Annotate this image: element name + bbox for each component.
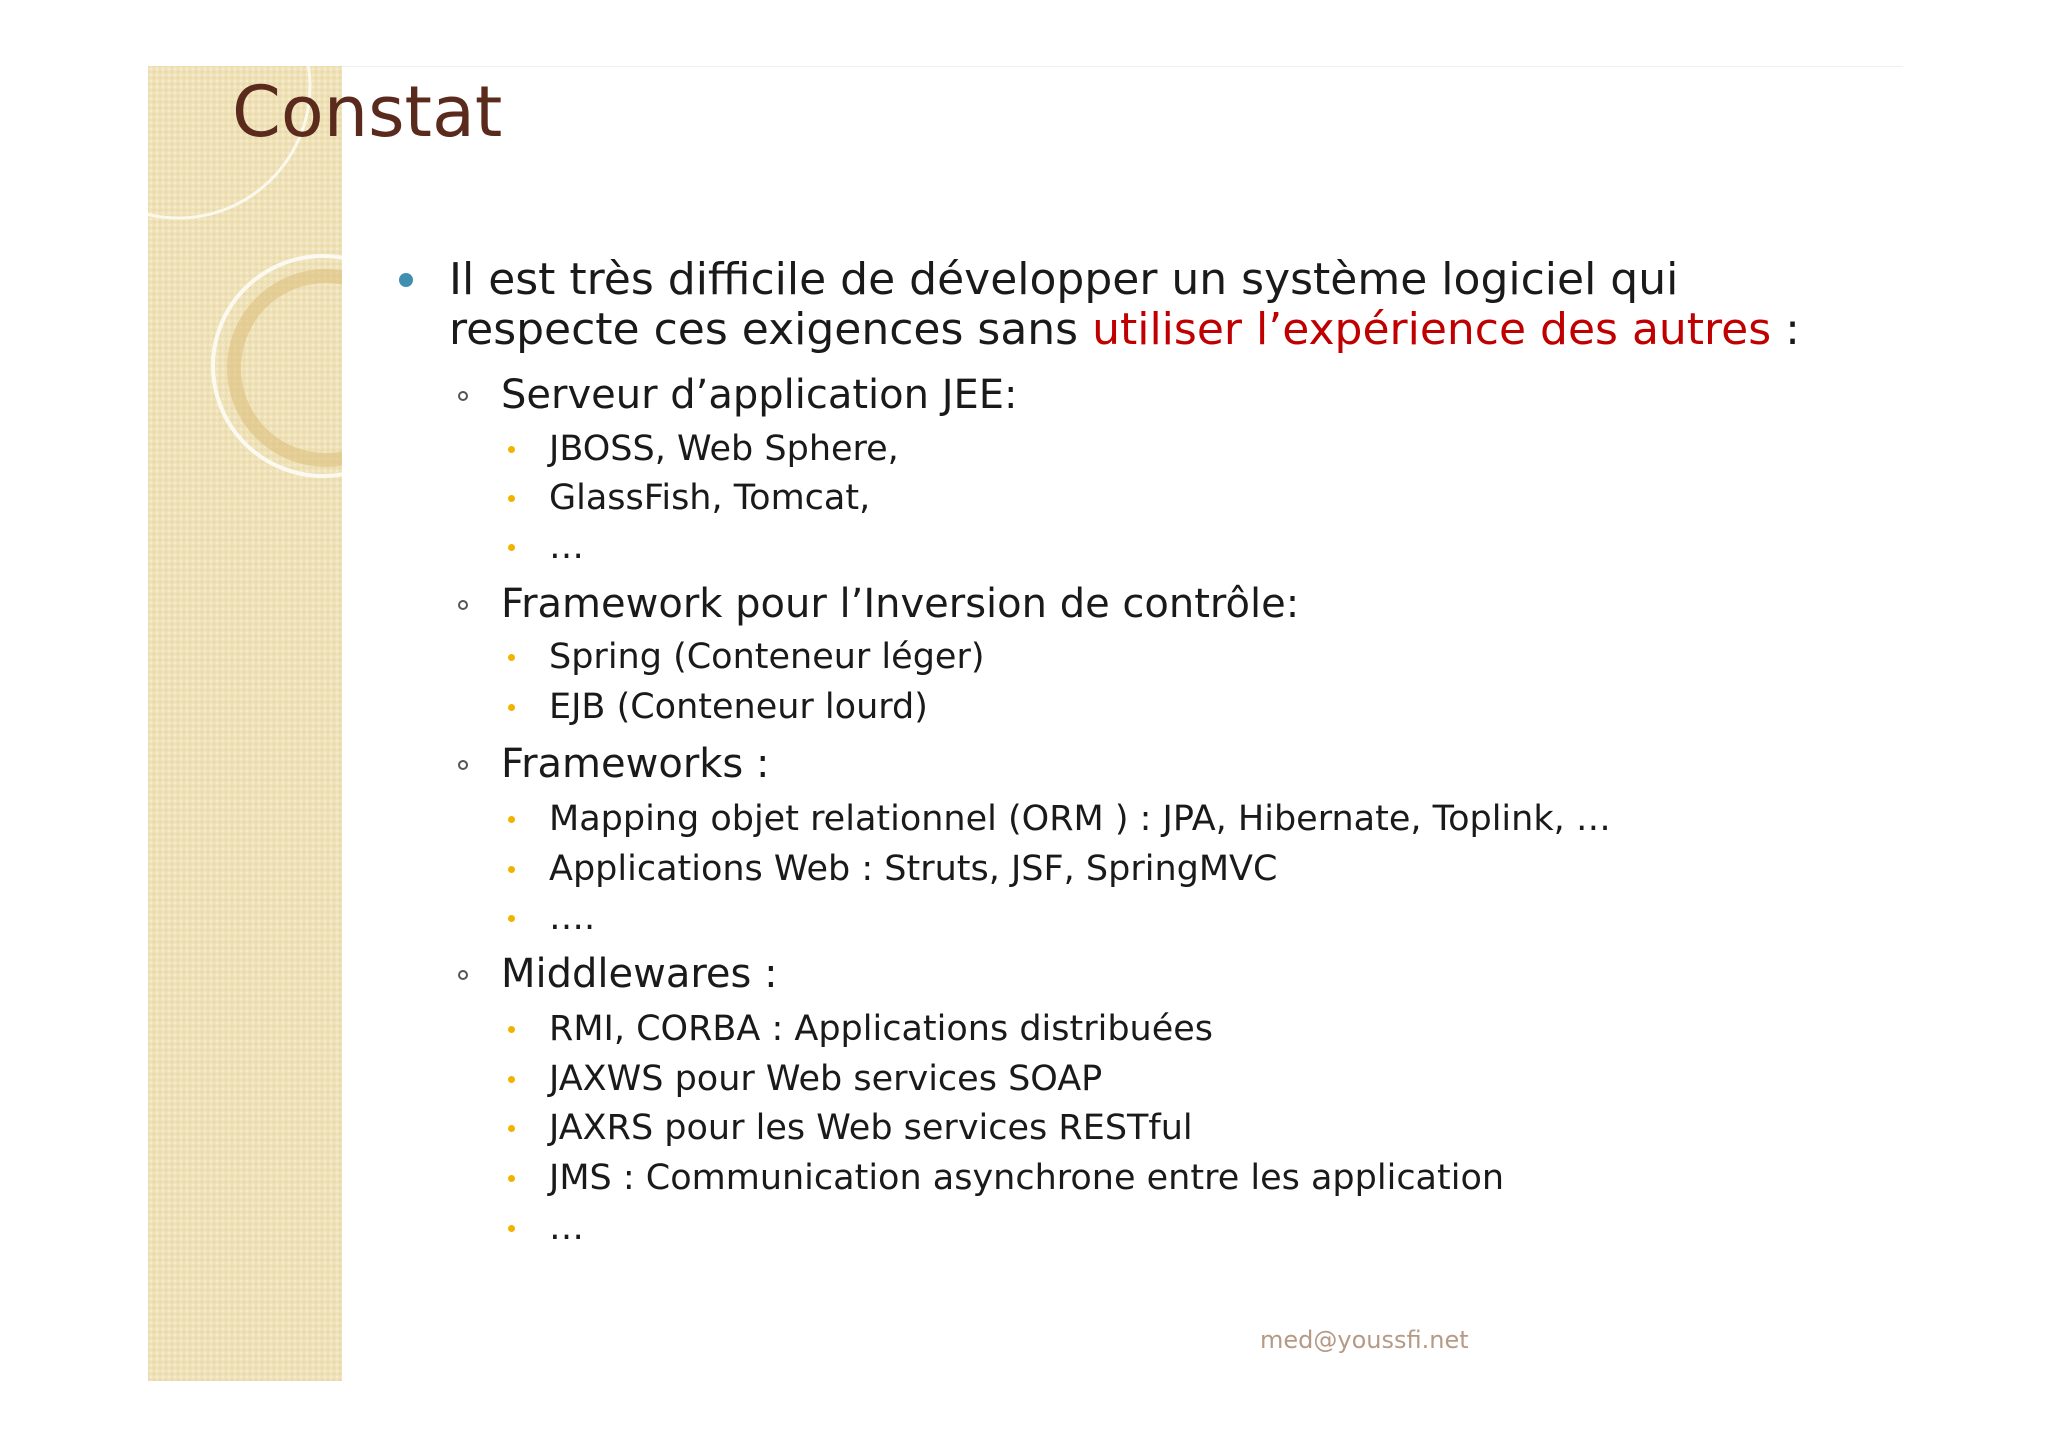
level3-bullet xyxy=(508,654,515,661)
section-heading: Middlewares : xyxy=(501,951,778,997)
list-item: JAXWS pour Web services SOAP xyxy=(549,1059,1103,1099)
list-item: EJB (Conteneur lourd) xyxy=(549,687,928,727)
section-heading: Frameworks : xyxy=(501,741,770,787)
level3-bullet xyxy=(508,866,515,873)
footer-email: med@youssfi.net xyxy=(1260,1326,1469,1354)
intro-line-2 xyxy=(449,304,1800,356)
list-item: Applications Web : Struts, JSF, SpringMVC xyxy=(549,849,1278,889)
list-item: Mapping objet relationnel (ORM ) : JPA, Hibernate, Toplink, … xyxy=(549,799,1611,839)
level3-bullet xyxy=(508,704,515,711)
section-heading: Framework pour l’Inversion de contrôle: xyxy=(501,581,1300,627)
level3-bullet xyxy=(508,1125,515,1132)
level3-bullet xyxy=(508,816,515,823)
level3-bullet xyxy=(508,1225,515,1232)
list-item: RMI, CORBA : Applications distribuées xyxy=(549,1009,1214,1049)
level2-bullet xyxy=(458,600,468,610)
intro-line-2-suffix: : xyxy=(1771,304,1800,355)
list-item: Spring (Conteneur léger) xyxy=(549,637,985,677)
decorative-side-band xyxy=(148,66,342,1381)
list-item: JBOSS, Web Sphere, xyxy=(549,429,899,469)
section-heading: Serveur d’application JEE: xyxy=(501,372,1018,418)
level3-bullet xyxy=(508,1175,515,1182)
level2-bullet xyxy=(458,391,468,401)
level3-bullet xyxy=(508,495,515,502)
level3-bullet xyxy=(508,446,515,453)
level3-bullet xyxy=(508,915,515,922)
list-item: JAXRS pour les Web services RESTful xyxy=(549,1108,1193,1148)
level2-bullet xyxy=(458,970,468,980)
level3-bullet xyxy=(508,1026,515,1033)
level1-bullet xyxy=(399,273,413,287)
list-item: … xyxy=(549,527,584,567)
intro-highlight: utiliser l’expérience des autres xyxy=(1092,304,1772,355)
level3-bullet xyxy=(508,544,515,551)
level2-bullet xyxy=(458,760,468,770)
list-item: GlassFish, Tomcat, xyxy=(549,478,871,518)
list-item: JMS : Communication asynchrone entre les application xyxy=(549,1158,1505,1198)
slide-title: Constat xyxy=(232,71,503,153)
intro-line-1: Il est très difficile de développer un système logiciel qui xyxy=(449,254,1679,305)
list-item: … xyxy=(549,1208,584,1248)
level3-bullet xyxy=(508,1076,515,1083)
intro-line-2-prefix: respecte ces exigences sans xyxy=(449,304,1093,355)
top-divider xyxy=(342,66,1903,67)
list-item: …. xyxy=(549,898,596,938)
